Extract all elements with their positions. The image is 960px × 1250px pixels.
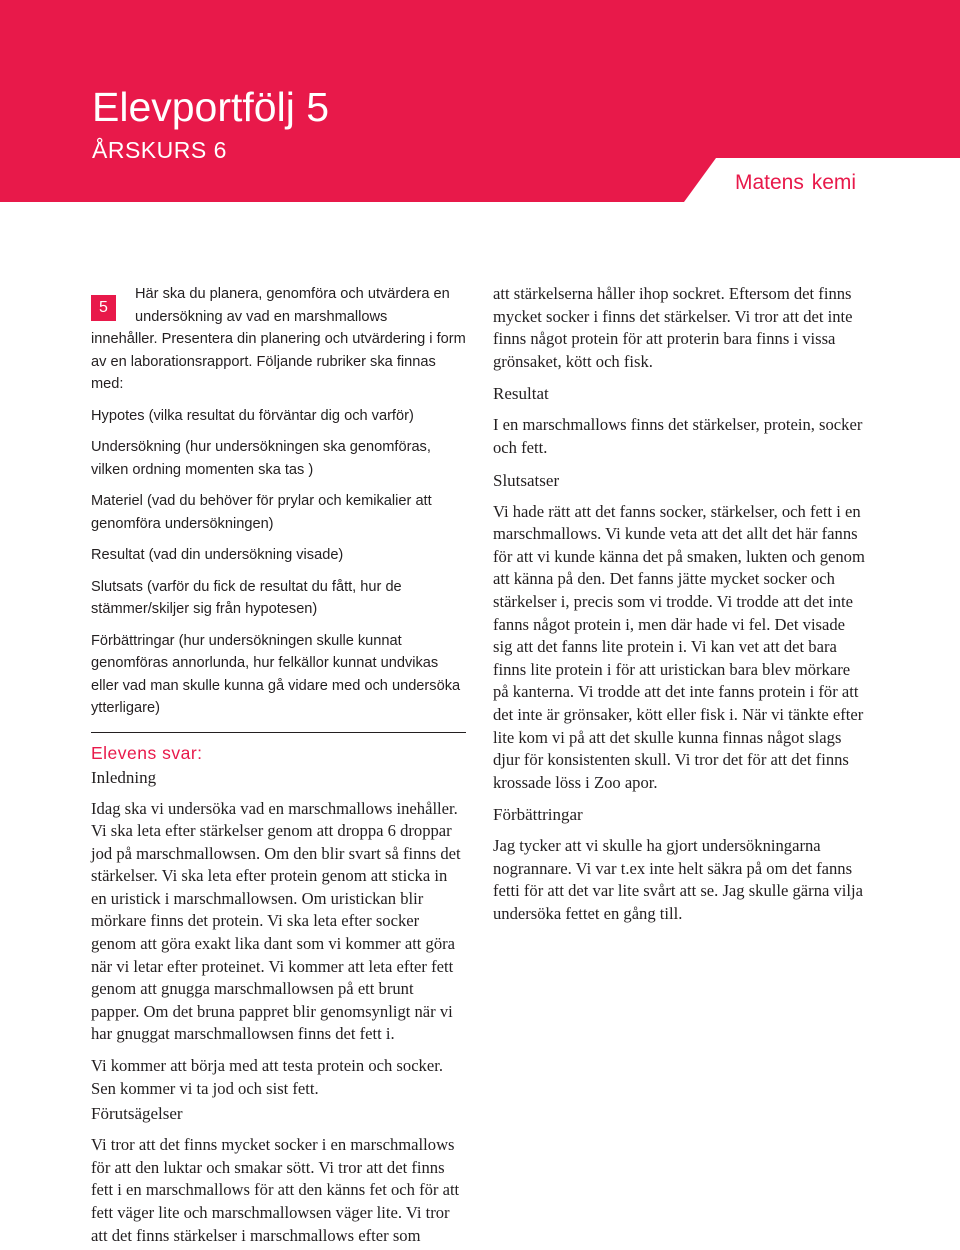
section-heading: Förbättringar: [493, 805, 583, 825]
grade-label: ÅRSKURS 6: [92, 137, 227, 163]
answer-left: [91, 766, 466, 1248]
task-item-hypotes: Hypotes (vilka resultat du förväntar dig och varför): [91, 407, 414, 424]
answer-paragraph: Jag tycker att vi skulle ha gjort undersökningarna nogrannare. Vi var t.ex inte helt säkra på om det fanns fetti för att det var lite svårt att se. Jag skulle gärna vilja undersöka fettet en gång till.: [493, 836, 864, 924]
right-column: [493, 283, 868, 926]
answer-paragraph: Idag ska vi undersöka vad en marschmallows inehåller. Vi ska leta efter stärkelser genom att droppa 6 droppar jod på marschmallowsen. Om den blir svart så finns det stärkelser. Vi ska leta efter protein genom att sticka in en uristick i marschmallowsen. Om uristickan blir mörkare finns det protein. Vi ska leta efter socker genom att göra exakt lika dant som vi kommer att göra när vi letar efter proteinet. Vi kommer att leta efter fett genom att gnugga marschmallowsen på ett brunt papper. Om det bruna pappret blir genomsynligt när vi har gnuggat marschmallowsen finns det fett i.: [91, 798, 461, 1044]
answer-paragraph: att stärkelserna håller ihop sockret. Eftersom det finns mycket socker i finns det stärkelser. Vi tror att det inte finns något protein för att proterin bara finns i vissa grönsaket, kött och fisk.: [493, 284, 853, 371]
divider: [91, 732, 466, 733]
section-heading: Inledning: [91, 767, 157, 787]
section-heading: Resultat: [493, 384, 549, 404]
task-item-resultat: Resultat (vad din undersökning visade): [91, 547, 344, 563]
answer-heading: Elevens svar:: [91, 742, 203, 763]
section-heading: Slutsatser: [493, 470, 560, 490]
task-item-forbattringar: Förbättringar (hur undersökningen skulle kunnat genomföras annorlunda, hur felkällor kunnat undvikas eller vad man skulle kunna gå vidare med och undersöka ytterligare): [91, 632, 461, 716]
answer-paragraph: Vi kommer att börja med att testa protein och socker. Sen kommer vi ta jod och sist fett.: [91, 1056, 443, 1098]
subject-label: Matens kemi: [735, 171, 857, 194]
left-column: [91, 283, 466, 1247]
answer-paragraph: Vi tror att det finns mycket socker i en marschmallows för att den luktar och smakar sött. Vi tror att det finns fett i en marschmallows för att den känns fet och för att fett väger lite och marschmallowsen väger lite. Vi tror att det finns stärkelser i marschmallows efter som: [91, 1135, 460, 1245]
answer-right: [493, 283, 868, 926]
task-item-materiel: Materiel (vad du behöver för prylar och kemikalier att genomföra undersökningen): [91, 493, 432, 532]
page-title: Elevportfölj 5: [92, 84, 330, 130]
answer-paragraph: Vi hade rätt att det fanns socker, stärkelser, och fett i en marschmallows. Vi kunde veta att det allt det här fanns för att vi kunde känna det på smaken, lukten och genom att känna på den. Det fanns jätte mycket socker och stärkelser i, precis som vi trodde. Vi trodde att det inte fanns något protein i, men där hade vi fel. Det visade sig att det fanns lite protein i. Vi kan vet att det bara finns lite protein i för att uristickan bara blev mörkare på kanterna. Vi trodde att det inte fanns protein i för att det inte är grönsaker, kött eller fisk i. När vi tänkte efter lite kom vi på att det skulle kunna finnas något slags djur för konsistenten skull. Vi tror det för att det finns krossade löss i Zoo apor.: [493, 501, 865, 792]
task-intro-first: Här ska du planera, genomföra och utvärdera en undersökning av vad en marshmallows: [135, 286, 450, 325]
task-instructions: [91, 283, 466, 720]
task-item-undersokning: Undersökning (hur undersökningen ska genomföras, vilken ordning momenten ska tas ): [91, 439, 431, 478]
task-item-slutsats: Slutsats (varför du fick de resultat du fått, hur de stämmer/skiljer sig från hypotesen): [91, 578, 402, 617]
task-intro-rest: innehåller. Presentera din planering och utvärdering i form av en laborationsrapport. Följande rubriker ska finnas med:: [91, 331, 466, 392]
task-number-badge: 5: [91, 295, 116, 321]
answer-paragraph: I en marschmallows finns det stärkelser, protein, socker och fett.: [493, 415, 863, 457]
section-heading: Förutsägelser: [91, 1104, 183, 1124]
